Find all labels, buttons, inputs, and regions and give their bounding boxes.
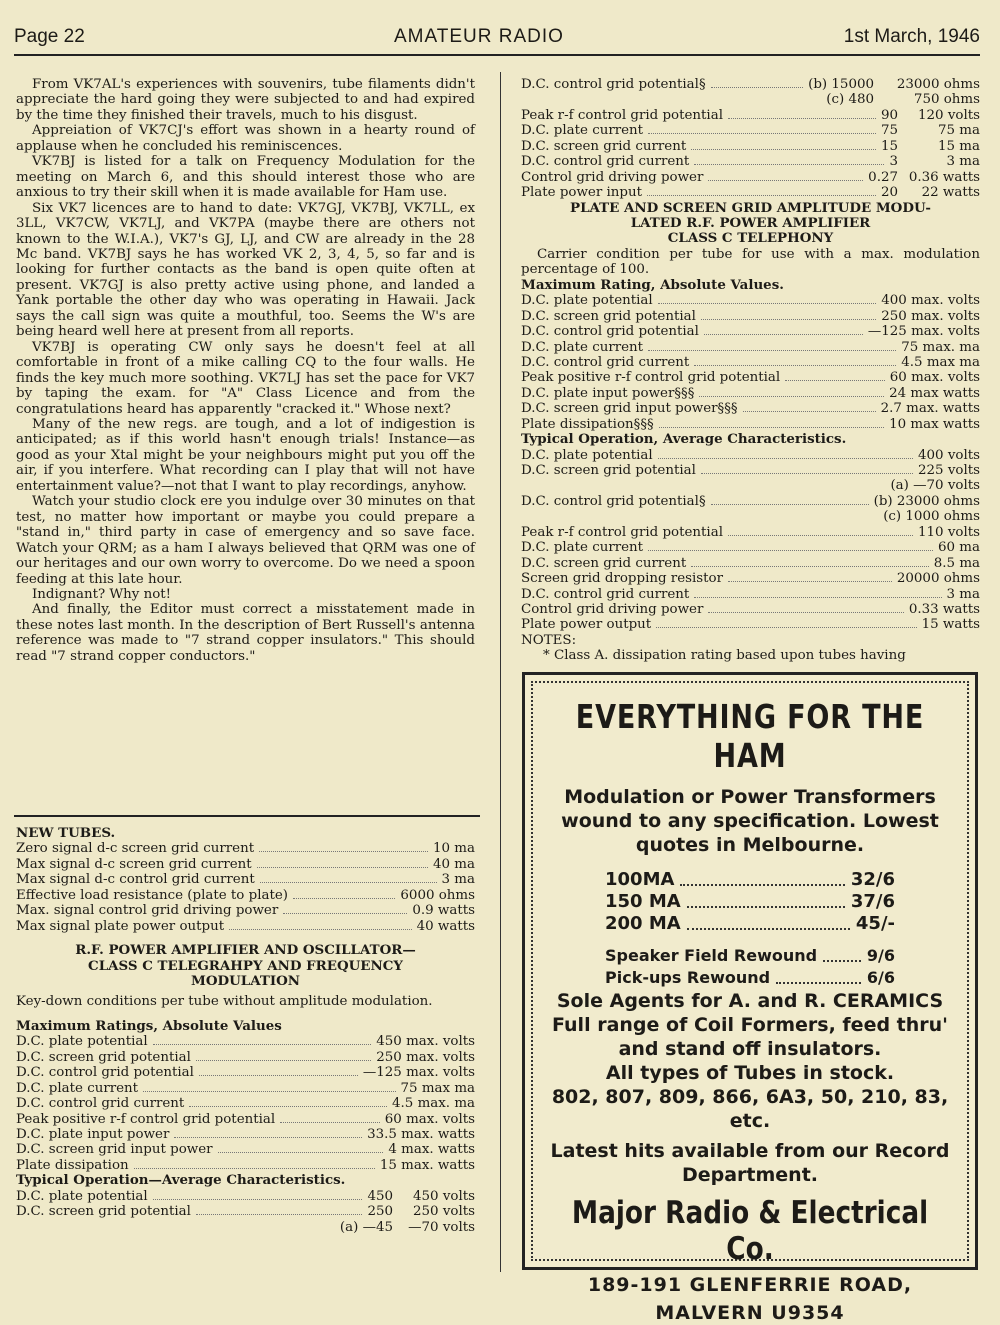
section-heading: NEW TUBES.: [16, 825, 116, 841]
advertisement: [522, 672, 978, 1324]
subsection-heading: Typical Operation, Average Characteristics.: [521, 431, 847, 448]
spec-row: D.C. screen grid input power§§§ 2.7 max. watts: [521, 401, 980, 417]
spec-row: D.C. screen grid current 8.5 ma: [521, 555, 980, 571]
spec-row: D.C. plate input power§§§ 24 max watts: [521, 385, 980, 401]
spec-row: D.C. plate current 75 75 ma: [521, 123, 980, 139]
section-title: PLATE AND SCREEN GRID AMPLITUDE MODU-: [570, 199, 931, 216]
spec-row: D.C. control grid current 3 ma: [521, 586, 980, 602]
spec-row: D.C. screen grid potential 225 volts: [521, 463, 980, 479]
section-title: CLASS C TELEGRAHPY AND FREQUENCY: [88, 957, 403, 974]
ad-text: 802, 807, 809, 866, 6A3, 50, 210, 83,: [551, 1086, 949, 1108]
price-row: 150 MA 37/6: [605, 891, 895, 912]
note-line: * Class A. dissipation rating based upon tubes having: [543, 648, 906, 664]
spec-row: Plate power output 15 watts: [521, 617, 980, 633]
ad-text: Full range of Coil Formers, feed thru': [552, 1014, 948, 1036]
paragraph: Six VK7 licences are to hand to date: VK7GJ, VK7BJ, VK7LL, ex 3LL, VK7CW, VK7LJ, and VK7PA (maybe there are others not known to the W.I.A.), VK7's GJ, LJ, and CW are already in the 28 Mc band. VK7BJ says he has worked VK 2, 3, 4, 5, so far and is looking for further contacts as the band is open quite often at present. VK7GJ is also pretty active using phone, and landed a Yank portable the other day who was operating in Hawaii. Jack says the call sign was quite a mouthful, too. Seems the W's are being heard well here at present from all reports.: [16, 200, 475, 340]
spec-row: D.C. screen grid potential 250 max. volts: [16, 1049, 475, 1065]
spec-row: (c) 480 750 ohms: [826, 92, 980, 108]
spec-row: Peak positive r-f control grid potential 60 max. volts: [521, 370, 980, 386]
ad-headline: EVERYTHING FOR THE HAM: [575, 697, 925, 775]
paragraph: Watch your studio clock ere you indulge over 30 minutes on that test, no matter how important or maybe you could prepare a "stand in," third party in case of emergency and so save face. Watch your QRM; as a ham I always believed that QRM was one of our heritages and our own worry to overcome. Do we need a spoon feeding at this late hour.: [16, 494, 475, 587]
spec-row: Peak r-f control grid potential 90 120 volts: [521, 107, 980, 123]
page-header: [14, 26, 980, 50]
section-title: R.F. POWER AMPLIFIER AND OSCILLATOR—: [75, 942, 416, 959]
ad-text: quotes in Melbourne.: [635, 834, 865, 856]
subsection-heading: Maximum Rating, Absolute Values.: [521, 276, 784, 293]
header-rule: [14, 54, 980, 56]
spec-row: (a) —70 volts: [890, 478, 980, 494]
ad-text: Latest hits available from our Record: [550, 1140, 950, 1162]
paragraph: Indignant? Why not!: [32, 586, 172, 602]
spec-row: D.C. control grid potential§ (b) 23000 ohms: [521, 493, 980, 509]
spec-row: D.C. control grid current 4.5 max. ma: [16, 1096, 475, 1112]
company-address: 189-191 GLENFERRIE ROAD,: [587, 1274, 913, 1296]
spec-row: D.C. screen grid potential 250 250 volts: [16, 1204, 475, 1220]
spec-row: Plate dissipation§§§ 10 max watts: [521, 416, 980, 432]
section-rule: [14, 815, 480, 817]
ad-text: All types of Tubes in stock.: [605, 1062, 895, 1084]
paragraph: Appreiation of VK7CJ's effort was shown in a hearty round of applause when he concluded his reminiscences.: [16, 123, 475, 154]
spec-row: Max. signal control grid driving power 0.9 watts: [16, 903, 475, 919]
spec-row: D.C. plate potential 450 450 volts: [16, 1188, 475, 1204]
ad-text: wound to any specification. Lowest: [561, 810, 939, 832]
spec-row: D.C. screen grid current 15 15 ma: [521, 138, 980, 154]
section-intro: Carrier condition per tube for use with a max. modulation percentage of 100.: [521, 246, 980, 278]
spec-row: D.C. plate potential 450 max. volts: [16, 1034, 475, 1050]
section-title: MODULATION: [191, 972, 300, 989]
page-number: Page 22: [14, 26, 85, 47]
spec-row: Max signal plate power output 40 watts: [16, 918, 475, 934]
spec-row: D.C. plate potential 400 volts: [521, 447, 980, 463]
spec-row: Control grid driving power 0.33 watts: [521, 601, 980, 617]
spec-row: D.C. control grid potential —125 max. volts: [521, 324, 980, 340]
issue-date: 1st March, 1946: [843, 26, 980, 47]
service-row: Speaker Field Rewound 9/6: [605, 946, 895, 965]
ad-text: etc.: [729, 1110, 771, 1132]
paragraph: From VK7AL's experiences with souvenirs, tube filaments didn't appreciate the hard going they were subjected to and had expired by the time they finished their travels, much to his disgust.: [16, 77, 475, 123]
spec-row: Peak positive r-f control grid potential 60 max. volts: [16, 1111, 475, 1127]
spec-row: Control grid driving power 0.27 0.36 watts: [521, 169, 980, 185]
price-row: 200 MA 45/-: [605, 913, 895, 934]
section-title: CLASS C TELEPHONY: [667, 230, 834, 247]
spec-row: Screen grid dropping resistor 20000 ohms: [521, 571, 980, 587]
ad-text: Sole Agents for A. and R. CERAMICS: [556, 990, 944, 1012]
paragraph: And finally, the Editor must correct a misstatement made in these notes last month. In the description of Bert Russell's antenna reference was made to "7 strand copper insulators." This should read "7 strand copper conductors.": [16, 602, 475, 664]
spec-row: D.C. screen grid input power 4 max. watts: [16, 1142, 475, 1158]
spec-row: D.C. control grid potential —125 max. volts: [16, 1065, 475, 1081]
spec-row: Max signal d-c control grid current 3 ma: [16, 872, 475, 888]
section-intro: Key-down conditions per tube without amplitude modulation.: [16, 994, 433, 1010]
company-name: Major Radio & Electrical Co.: [571, 1195, 929, 1267]
spec-row: (c) 1000 ohms: [883, 509, 980, 525]
spec-row: D.C. plate current 75 max ma: [16, 1080, 475, 1096]
spec-row: D.C. screen grid potential 250 max. volts: [521, 308, 980, 324]
section-title: LATED R.F. POWER AMPLIFIER: [630, 214, 871, 231]
spec-row: D.C. control grid current 3 3 ma: [521, 154, 980, 170]
spec-row: Plate power input 20 22 watts: [521, 185, 980, 201]
new-tubes-section: [16, 826, 475, 1235]
ad-text: Modulation or Power Transformers: [564, 786, 936, 808]
spec-row: Effective load resistance (plate to plate) 6000 ohms: [16, 887, 475, 903]
price-row: 100MA 32/6: [605, 869, 895, 890]
spec-row: Peak r-f control grid potential 110 volts: [521, 524, 980, 540]
paragraph: VK7BJ is operating CW only says he doesn't feel at all comfortable in front of a mike calling CQ to the four walls. He finds the key much more soothing. VK7LJ has set the pace for VK7 by taping the exam. for "A" Class Licence and from the congratulations heard has apparently "cracked it." Whose next?: [16, 339, 475, 417]
spec-row: D.C. plate current 60 ma: [521, 540, 980, 556]
service-row: Pick-ups Rewound 6/6: [605, 968, 895, 987]
article-column: [16, 77, 475, 664]
spec-row: D.C. plate current 75 max. ma: [521, 339, 980, 355]
spec-row: D.C. control grid current 4.5 max ma: [521, 354, 980, 370]
spec-column: [521, 77, 980, 664]
magazine-title: AMATEUR RADIO: [394, 26, 564, 47]
notes-label: NOTES:: [521, 632, 577, 648]
column-divider: [500, 72, 501, 1272]
spec-row: Zero signal d-c screen grid current 10 ma: [16, 841, 475, 857]
spec-row: (a) —45 —70 volts: [339, 1219, 475, 1235]
ad-text: Department.: [681, 1164, 819, 1186]
spec-row: D.C. plate input power 33.5 max. watts: [16, 1126, 475, 1142]
company-address: MALVERN U9354: [655, 1302, 845, 1324]
ad-text: and stand off insulators.: [618, 1038, 882, 1060]
subsection-heading: Typical Operation—Average Characteristics.: [16, 1172, 346, 1189]
spec-row: Plate dissipation 15 max. watts: [16, 1157, 475, 1173]
spec-row: D.C. plate potential 400 max. volts: [521, 293, 980, 309]
paragraph: VK7BJ is listed for a talk on Frequency Modulation for the meeting on March 6, and this should interest those who are anxious to try their skill when it is made available for Ham use.: [16, 154, 475, 201]
spec-row: D.C. control grid potential§ (b) 15000 23000 ohms: [521, 77, 980, 92]
subsection-heading: Maximum Ratings, Absolute Values: [16, 1017, 282, 1034]
paragraph: Many of the new regs. are tough, and a lot of indigestion is anticipated; as if this world hasn't enough trials! Instance—as good as your Xtal might be your neighbours might put you off the air, if you interfere. What recording can I play that will not have entertainment value?—not that I want to play recordings, anyhow.: [16, 416, 475, 494]
spec-row: Max signal d-c screen grid current 40 ma: [16, 856, 475, 872]
